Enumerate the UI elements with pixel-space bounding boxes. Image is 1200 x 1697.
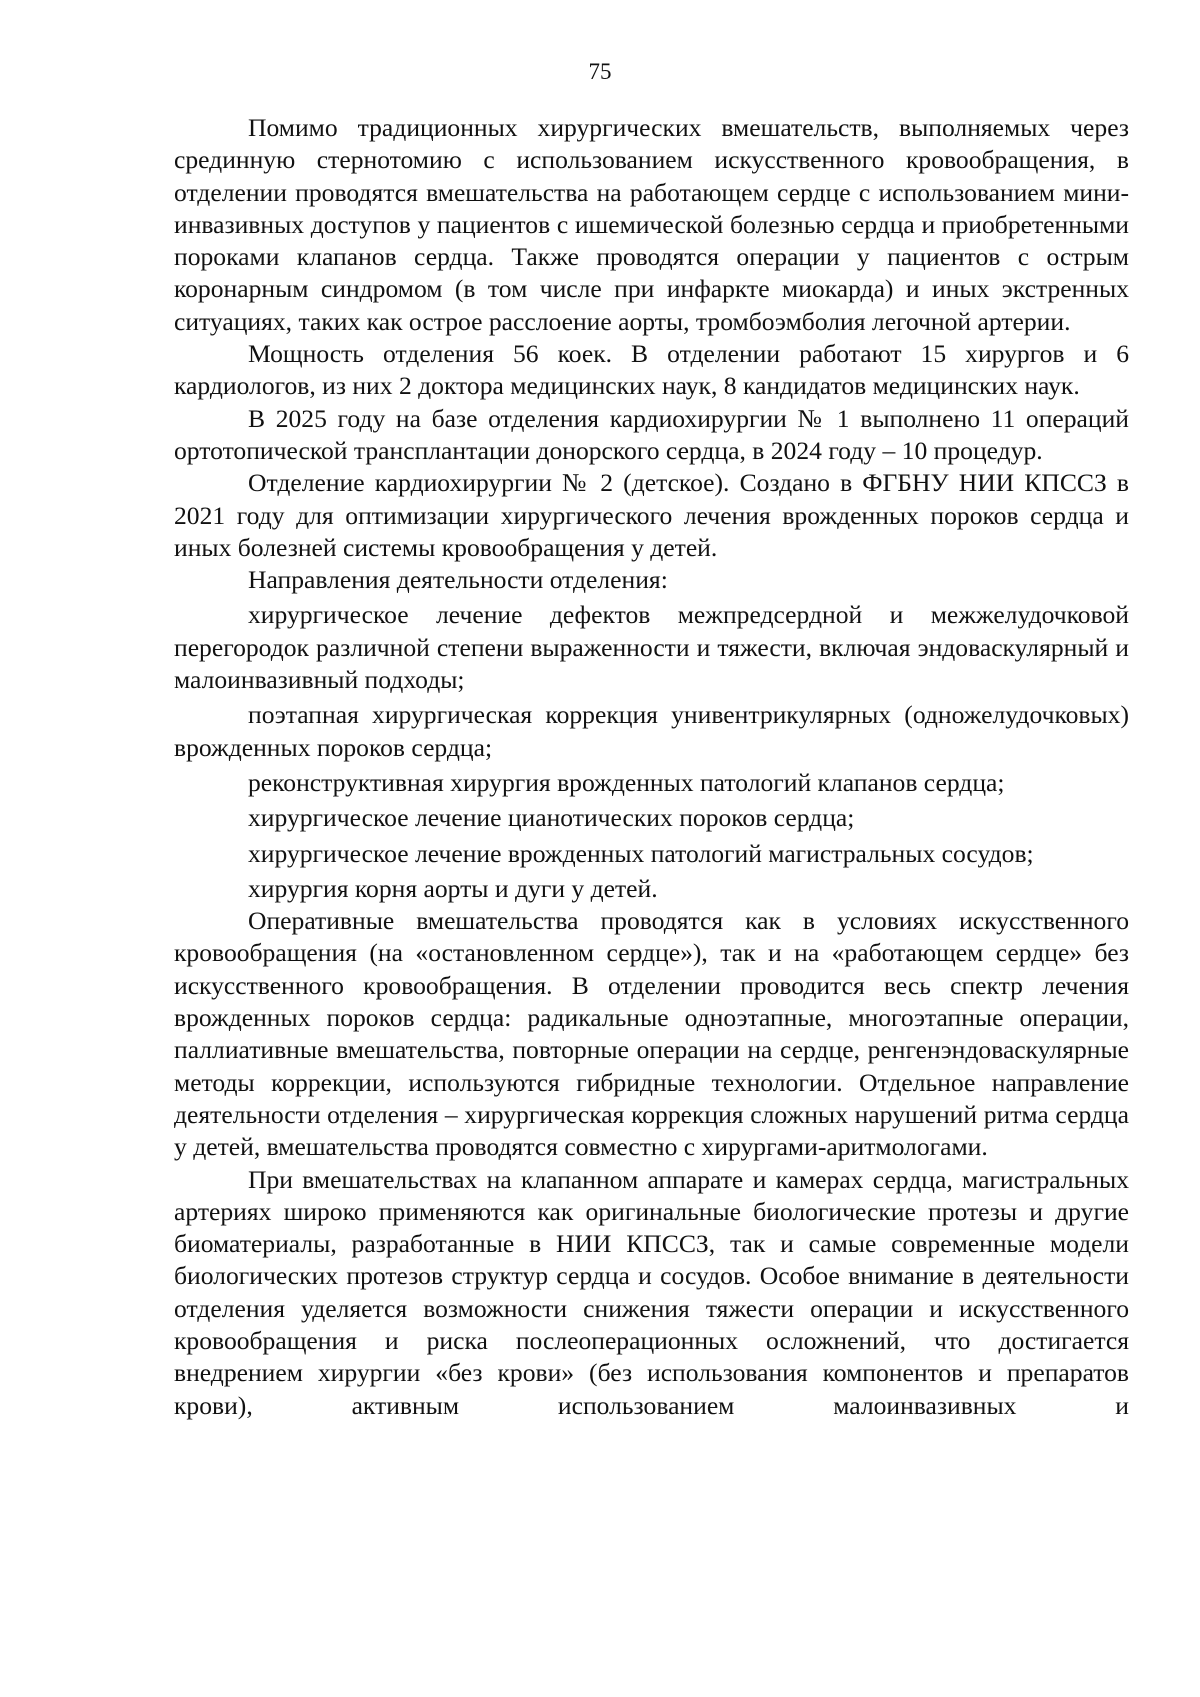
list-item-cyanotic-defects: хирургическое лечение цианотических пороков сердца; <box>248 803 855 833</box>
list-item-great-vessels: хирургическое лечение врожденных патологий магистральных сосудов; <box>248 838 1034 868</box>
list-item-aortic-root-arch: хирургия корня аорты и дуги у детей. <box>248 873 658 903</box>
list-item-valve-reconstruction: реконструктивная хирургия врожденных патологий клапанов сердца; <box>248 767 1005 797</box>
paragraph-activity-directions-heading: Направления деятельности отделения: <box>248 565 668 595</box>
page-number: 75 <box>588 59 612 84</box>
paragraph-pediatric-department: Отделение кардиохирургии № 2 (детское). Создано в ФГБНУ НИИ КПССЗ в 2021 году для оптимизации хирургического лечения врожденных пороков сердца и иных болезней системы кровообращения у детей. <box>174 468 1129 562</box>
paragraph-operative-interventions: Оперативные вмешательства проводятся как в условиях искусственного кровообращения (на «остановленном сердце»), так и на «работающем сердце» без искусственного кровообращения. В отделении проводится весь спектр лечения врожденных пороков сердца: радикальные одноэтапные, многоэтапные операции, паллиативные вмешательства, повторные операции на сердце, ренгенэндоваскулярные методы коррекции, используются гибридные технологии. Отдельное направление деятельности отделения – хирургическая коррекция сложных нарушений ритма сердца у детей, вмешательства проводятся совместно с хирургами-аритмологами. <box>174 906 1129 1162</box>
paragraph-department-capacity: Мощность отделения 56 коек. В отделении работают 15 хирургов и 6 кардиологов, из них 2 доктора медицинских наук, 8 кандидатов медицинских наук. <box>174 339 1129 401</box>
list-item-univentricular-correction: поэтапная хирургическая коррекция унивентрикулярных (одножелудочковых) врожденных пороков сердца; <box>174 700 1129 762</box>
paragraph-heart-transplants: В 2025 году на базе отделения кардиохирургии № 1 выполнено 11 операций ортотопической трансплантации донорского сердца, в 2024 году – 10 процедур. <box>174 403 1129 465</box>
document-body <box>174 112 1129 1422</box>
paragraph-offpump-surgery: Помимо традиционных хирургических вмешательств, выполняемых через срединную стернотомию с использованием искусственного кровообращения, в отделении проводятся вмешательства на работающем сердце с использованием мини-инвазивных доступов у пациентов с ишемической болезнью сердца и приобретенными пороками клапанов сердца. Также проводятся операции у пациентов с острым коронарным синдромом (в том числе при инфаркте миокарда) и иных экстренных ситуациях, таких как острое расслоение аорты, тромбоэмболия легочной артерии. <box>174 113 1129 336</box>
list-item-septal-defects: хирургическое лечение дефектов межпредсердной и межжелудочковой перегородок различной степени выраженности и тяжести, включая эндоваскулярный и малоинвазивный подходы; <box>174 600 1129 695</box>
paragraph-valve-interventions: При вмешательствах на клапанном аппарате и камерах сердца, магистральных артериях широко применяются как оригинальные биологические протезы и другие биоматериалы, разработанные в НИИ КПССЗ, так и самые современные модели биологических протезов структур сердца и сосудов. Особое внимание в деятельности отделения уделяется возможности снижения тяжести операции и искусственного кровообращения и риска послеоперационных осложнений, что достигается внедрением хирургии «без крови» (без использования компонентов и препаратов крови), активным использованием малоинвазивных и <box>174 1164 1129 1420</box>
